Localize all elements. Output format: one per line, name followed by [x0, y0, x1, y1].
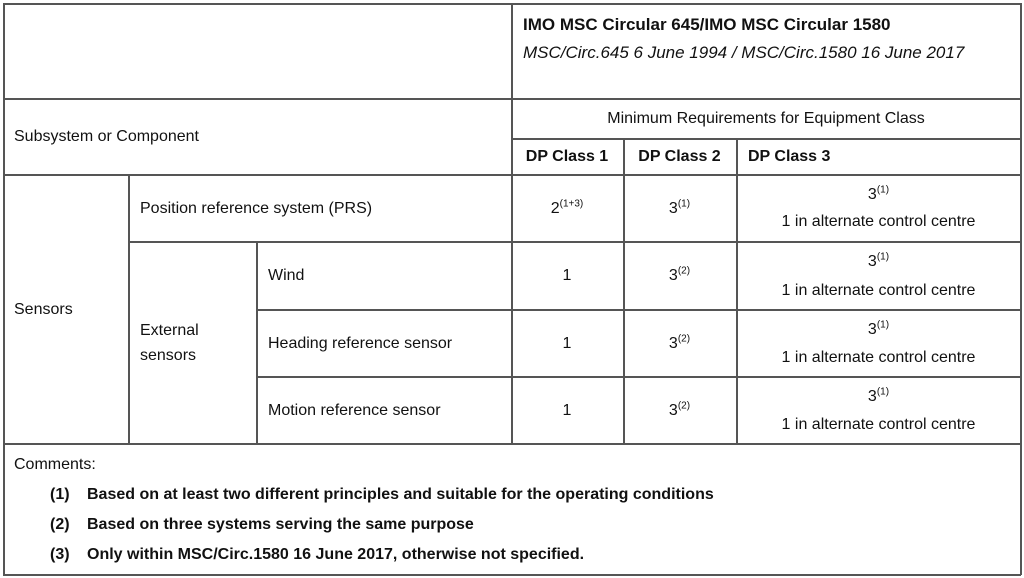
class3-value: 3$^{(1)}$ — [867, 386, 890, 405]
border-line — [511, 3, 513, 444]
class2-value: 3$^{(2)}$ — [668, 265, 691, 284]
row-name: Heading reference sensor — [268, 335, 453, 352]
external-sensors-label-2: sensors — [140, 347, 197, 364]
class3-note: 1 in alternate control centre — [781, 416, 976, 433]
subsystem-header: Subsystem or Component — [14, 128, 199, 145]
class3-value: 3$^{(1)}$ — [867, 251, 890, 270]
dp-class-2-header: DP Class 2 — [638, 148, 721, 165]
row-name: Wind — [268, 267, 305, 284]
external-sensors-label-1: External — [140, 322, 199, 339]
border-line — [3, 3, 5, 575]
class1-value: 1 — [562, 402, 572, 419]
comment-num: (3) — [50, 546, 70, 563]
comment-text: Based on three systems serving the same purpose — [87, 516, 474, 533]
class2-value: 3$^{(2)}$ — [668, 333, 691, 352]
comment-num: (1) — [50, 486, 70, 503]
class3-note: 1 in alternate control centre — [781, 213, 976, 230]
class1-value: 1 — [562, 335, 572, 352]
border-line — [256, 309, 1021, 311]
circular-subtitle: MSC/Circ.645 6 June 1994 / MSC/Circ.1580 16 June 2017 — [523, 43, 965, 62]
row-name: Motion reference sensor — [268, 402, 441, 419]
class1-value: $2^{(1+3)}$ — [550, 198, 584, 217]
comment-num: (2) — [50, 516, 70, 533]
class2-value: 3$^{(2)}$ — [668, 400, 691, 419]
class3-value: 3$^{(1)}$ — [867, 184, 890, 203]
border-line — [128, 174, 130, 444]
dp-class-1-header: DP Class 1 — [525, 148, 609, 165]
border-line — [256, 376, 1021, 378]
row-name: Position reference system (PRS) — [140, 200, 373, 217]
min-requirements-header: Minimum Requirements for Equipment Class — [607, 110, 925, 127]
border-line — [256, 241, 258, 444]
sensors-label: Sensors — [14, 301, 73, 318]
class2-value: 3$^{(1)}$ — [668, 198, 691, 217]
class3-note: 1 in alternate control centre — [781, 349, 976, 366]
comments-label: Comments: — [14, 456, 96, 473]
comment-text: Only within MSC/Circ.1580 16 June 2017, otherwise not specified. — [87, 546, 585, 563]
class3-note: 1 in alternate control centre — [781, 282, 976, 299]
dp-class-3-header: DP Class 3 — [748, 148, 831, 165]
class3-value: 3$^{(1)}$ — [867, 319, 890, 338]
border-line — [3, 574, 1021, 576]
border-line — [623, 138, 625, 444]
border-line — [511, 138, 1021, 140]
border-line — [128, 241, 1021, 243]
comment-text: Based on at least two different principles and suitable for the operating conditions — [87, 486, 714, 503]
circular-title: IMO MSC Circular 645/IMO MSC Circular 1580 — [523, 15, 891, 34]
class1-value: 1 — [562, 267, 572, 284]
